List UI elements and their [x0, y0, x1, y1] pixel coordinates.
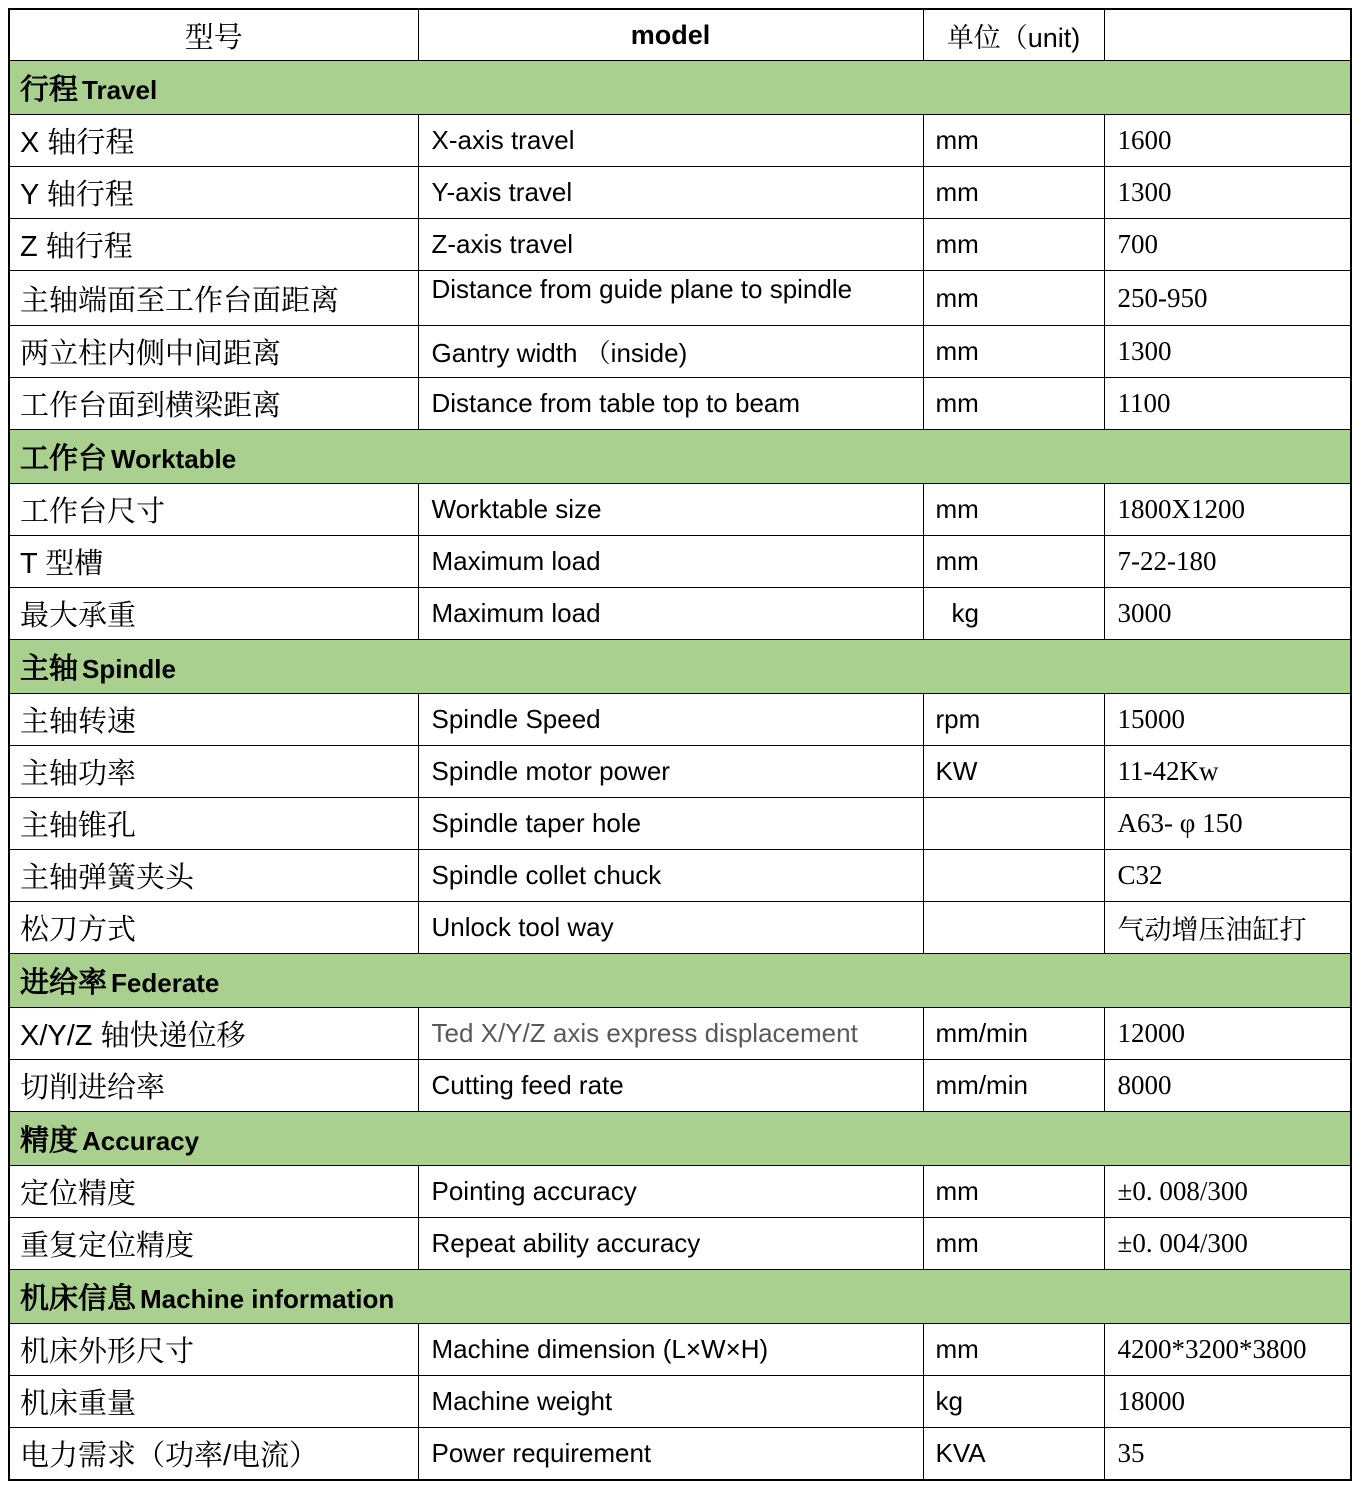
spec-row	[9, 694, 1351, 746]
spec-value: 11-42Kw	[1104, 746, 1351, 798]
section-title-zh: 主轴	[20, 653, 79, 685]
spec-unit: mm/min	[923, 1008, 1104, 1060]
section-header-row	[9, 640, 1351, 694]
spec-name-zh: 松刀方式	[9, 902, 418, 954]
spec-unit: mm	[923, 115, 1104, 167]
table-body	[9, 61, 1351, 1481]
spec-value: 4200*3200*3800	[1104, 1324, 1351, 1376]
section-header-cell	[9, 954, 1351, 1008]
spec-unit: mm/min	[923, 1060, 1104, 1112]
section-title-zh: 精度	[20, 1125, 79, 1157]
spec-name-en: Distance from table top to beam	[418, 378, 923, 430]
spec-name-zh: 两立柱内侧中间距离	[9, 326, 418, 378]
spec-name-en: Spindle Speed	[418, 694, 923, 746]
spec-name-en: Distance from guide plane to spindle	[418, 271, 923, 326]
section-header-row	[9, 61, 1351, 115]
spec-value: 12000	[1104, 1008, 1351, 1060]
spec-name-zh: 主轴端面至工作台面距离	[9, 271, 418, 326]
spec-name-zh: 切削进给率	[9, 1060, 418, 1112]
spec-unit: mm	[923, 1166, 1104, 1218]
section-header-row	[9, 430, 1351, 484]
spec-row	[9, 536, 1351, 588]
machine-spec-table	[8, 8, 1352, 1481]
spec-name-en: Machine dimension (L×W×H)	[418, 1324, 923, 1376]
spec-unit	[923, 902, 1104, 954]
section-header-cell	[9, 61, 1351, 115]
spec-name-en: Spindle motor power	[418, 746, 923, 798]
spec-row	[9, 115, 1351, 167]
spec-name-zh: 机床重量	[9, 1376, 418, 1428]
spec-name-en: Repeat ability accuracy	[418, 1218, 923, 1270]
spec-name-en: Gantry width （inside)	[418, 326, 923, 378]
spec-unit: kg	[923, 1376, 1104, 1428]
spec-value: 700	[1104, 219, 1351, 271]
spec-value: 18000	[1104, 1376, 1351, 1428]
spec-row	[9, 902, 1351, 954]
spec-name-zh: 主轴转速	[9, 694, 418, 746]
spec-row	[9, 1376, 1351, 1428]
spec-name-zh: 工作台面到横梁距离	[9, 378, 418, 430]
spec-name-zh: T 型槽	[9, 536, 418, 588]
spec-unit: mm	[923, 167, 1104, 219]
spec-unit: rpm	[923, 694, 1104, 746]
spec-row	[9, 746, 1351, 798]
spec-value: 8000	[1104, 1060, 1351, 1112]
spec-value: 1800X1200	[1104, 484, 1351, 536]
spec-unit: mm	[923, 1324, 1104, 1376]
spec-unit: mm	[923, 271, 1104, 326]
spec-name-zh: Y 轴行程	[9, 167, 418, 219]
spec-unit: mm	[923, 536, 1104, 588]
spec-name-zh: 最大承重	[9, 588, 418, 640]
spec-value: A63- φ 150	[1104, 798, 1351, 850]
section-header-row	[9, 1112, 1351, 1166]
section-header-cell	[9, 1112, 1351, 1166]
spec-name-en: Cutting feed rate	[418, 1060, 923, 1112]
spec-value: 15000	[1104, 694, 1351, 746]
spec-row	[9, 1428, 1351, 1481]
spec-row	[9, 219, 1351, 271]
spec-name-en: X-axis travel	[418, 115, 923, 167]
header-model-zh: 型号	[9, 9, 418, 61]
spec-unit	[923, 798, 1104, 850]
spec-unit: kg	[923, 588, 1104, 640]
header-value	[1104, 9, 1351, 61]
spec-value: 1100	[1104, 378, 1351, 430]
header-row	[9, 9, 1351, 61]
section-title-zh: 进给率	[20, 967, 108, 999]
spec-name-en: Z-axis travel	[418, 219, 923, 271]
spec-row	[9, 1166, 1351, 1218]
spec-unit: KVA	[923, 1428, 1104, 1481]
section-header-cell	[9, 1270, 1351, 1324]
spec-row	[9, 1324, 1351, 1376]
spec-unit: mm	[923, 1218, 1104, 1270]
header-model-en: model	[418, 9, 923, 61]
section-title-en: Accuracy	[82, 1126, 200, 1156]
spec-name-zh: 主轴锥孔	[9, 798, 418, 850]
spec-name-en: Power requirement	[418, 1428, 923, 1481]
spec-row	[9, 798, 1351, 850]
spec-name-en: Pointing accuracy	[418, 1166, 923, 1218]
spec-row	[9, 326, 1351, 378]
spec-row	[9, 484, 1351, 536]
spec-name-en: Machine weight	[418, 1376, 923, 1428]
section-header-cell	[9, 430, 1351, 484]
spec-unit: mm	[923, 219, 1104, 271]
spec-unit: mm	[923, 326, 1104, 378]
spec-value: 35	[1104, 1428, 1351, 1481]
section-title-zh: 行程	[20, 74, 79, 106]
spec-name-zh: 主轴功率	[9, 746, 418, 798]
spec-row	[9, 167, 1351, 219]
spec-value: 3000	[1104, 588, 1351, 640]
spec-name-en: Ted X/Y/Z axis express displacement	[418, 1008, 923, 1060]
spec-row	[9, 1008, 1351, 1060]
section-title-zh: 工作台	[20, 443, 108, 475]
spec-name-en: Maximum load	[418, 536, 923, 588]
spec-name-en: Worktable size	[418, 484, 923, 536]
spec-value: 1300	[1104, 326, 1351, 378]
section-title-en: Travel	[82, 75, 158, 105]
spec-value: 1600	[1104, 115, 1351, 167]
spec-name-en: Y-axis travel	[418, 167, 923, 219]
spec-name-zh: 重复定位精度	[9, 1218, 418, 1270]
spec-unit: mm	[923, 378, 1104, 430]
header-unit: 单位（unit)	[923, 9, 1104, 61]
spec-unit: mm	[923, 484, 1104, 536]
spec-value: 7-22-180	[1104, 536, 1351, 588]
spec-name-en: Spindle collet chuck	[418, 850, 923, 902]
spec-value: ±0. 008/300	[1104, 1166, 1351, 1218]
spec-row	[9, 378, 1351, 430]
spec-value: 气动增压油缸打	[1104, 902, 1351, 954]
spec-name-en: Maximum load	[418, 588, 923, 640]
spec-name-zh: 工作台尺寸	[9, 484, 418, 536]
section-title-zh: 机床信息	[20, 1283, 137, 1315]
spec-name-zh: 主轴弹簧夹头	[9, 850, 418, 902]
spec-name-zh: 机床外形尺寸	[9, 1324, 418, 1376]
spec-row	[9, 1218, 1351, 1270]
spec-unit: KW	[923, 746, 1104, 798]
spec-name-zh: 定位精度	[9, 1166, 418, 1218]
section-header-row	[9, 1270, 1351, 1324]
spec-name-zh: X 轴行程	[9, 115, 418, 167]
section-header-cell	[9, 640, 1351, 694]
spec-value: 1300	[1104, 167, 1351, 219]
section-title-en: Spindle	[82, 654, 176, 684]
spec-name-zh: 电力需求（功率/电流）	[9, 1428, 418, 1481]
spec-value: 250-950	[1104, 271, 1351, 326]
spec-value: ±0. 004/300	[1104, 1218, 1351, 1270]
section-title-en: Federate	[111, 968, 220, 998]
spec-name-en: Spindle taper hole	[418, 798, 923, 850]
spec-name-en: Unlock tool way	[418, 902, 923, 954]
spec-unit	[923, 850, 1104, 902]
spec-value: C32	[1104, 850, 1351, 902]
spec-row	[9, 271, 1351, 326]
section-title-en: Worktable	[111, 444, 237, 474]
spec-name-zh: X/Y/Z 轴快递位移	[9, 1008, 418, 1060]
section-title-en: Machine information	[140, 1284, 395, 1314]
spec-name-zh: Z 轴行程	[9, 219, 418, 271]
section-header-row	[9, 954, 1351, 1008]
spec-row	[9, 588, 1351, 640]
spec-row	[9, 850, 1351, 902]
spec-row	[9, 1060, 1351, 1112]
